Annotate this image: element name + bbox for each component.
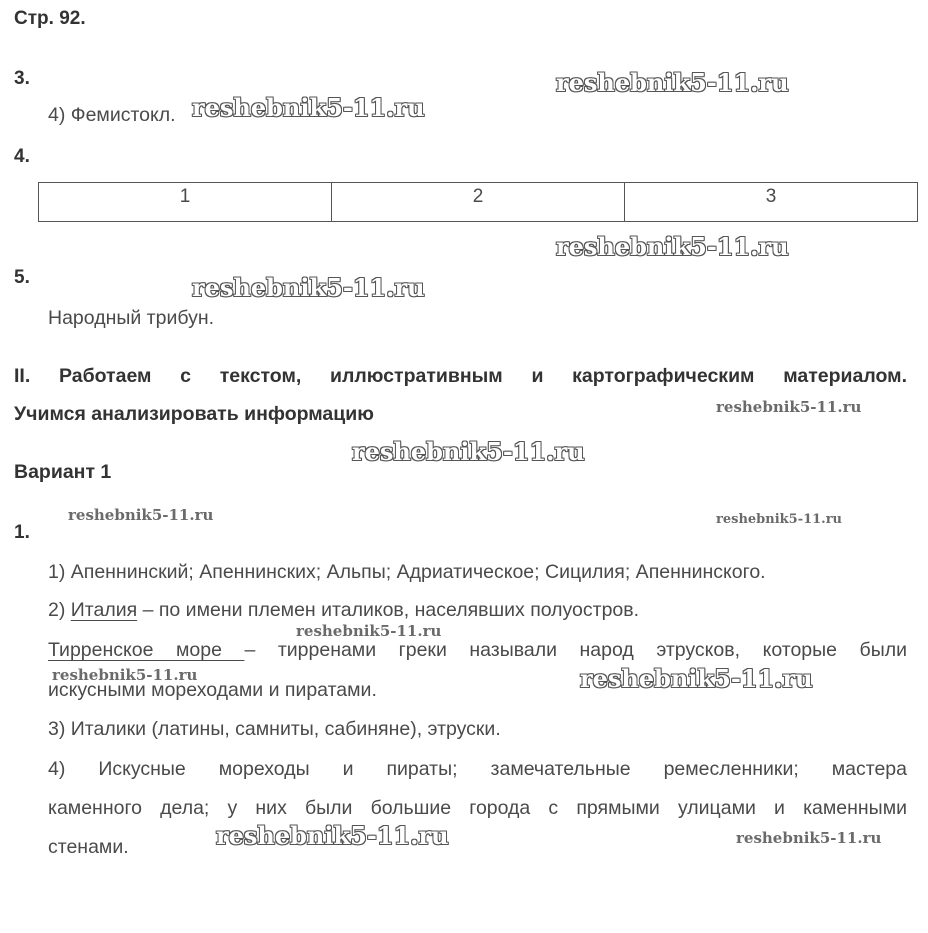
tyrrhen-line2: искусными мореходами и пиратами. <box>48 679 377 701</box>
watermark: reshebnik5-11.ru <box>192 93 425 122</box>
watermark: reshebnik5-11.ru <box>192 273 425 302</box>
item-4-line1: 4) Искусные мореходы и пираты; замечательные ремесленники; мастера <box>48 758 907 780</box>
watermark: reshebnik5-11.ru <box>68 506 214 524</box>
page-label: Стр. 92. <box>14 8 86 29</box>
task-1-number: 1. <box>14 522 30 543</box>
item-3: 3) Италики (латины, самниты, сабиняне), этруски. <box>48 718 501 740</box>
variant-label: Вариант 1 <box>14 461 112 483</box>
task-4-number: 4. <box>14 146 30 167</box>
item-1: 1) Апеннинский; Апеннинских; Альпы; Адриатическое; Сицилия; Апеннинского. <box>48 561 766 583</box>
table-cell: 1 <box>39 183 332 222</box>
item-2-rest: – по имени племен италиков, населявших полуостров. <box>137 599 640 621</box>
section-heading-line2: Учимся анализировать информацию <box>14 403 374 425</box>
watermark: reshebnik5-11.ru <box>556 232 789 261</box>
watermark: reshebnik5-11.ru <box>716 398 862 416</box>
task-3-answer: 4) Фемистокл. <box>48 104 176 126</box>
table-cell: 3 <box>625 183 918 222</box>
watermark: reshebnik5-11.ru <box>216 821 449 850</box>
watermark: reshebnik5-11.ru <box>352 437 585 466</box>
term-tyrrhen: Тирренское море <box>48 639 245 661</box>
table-row <box>39 183 918 222</box>
item-2-prefix: 2) <box>48 599 71 621</box>
watermark: reshebnik5-11.ru <box>52 666 198 684</box>
watermark: reshebnik5-11.ru <box>716 512 843 527</box>
watermark: reshebnik5-11.ru <box>556 68 789 97</box>
section-heading-line1: II. Работаем с текстом, иллюстративным и картографическим материалом. <box>14 365 907 387</box>
task-4-table <box>38 182 918 222</box>
task-5-number: 5. <box>14 267 30 288</box>
tyrrhen-line1 <box>48 639 907 662</box>
task-3-number: 3. <box>14 68 30 89</box>
watermark: reshebnik5-11.ru <box>296 622 442 640</box>
table-cell: 2 <box>332 183 625 222</box>
item-4-line2: каменного дела; у них были большие города с прямыми улицами и каменными <box>48 797 907 819</box>
term-italia: Италия <box>70 599 138 621</box>
watermark: reshebnik5-11.ru <box>580 664 813 693</box>
watermark: reshebnik5-11.ru <box>736 829 882 847</box>
tyrrhen-rest: – тирренами греки называли народ этрусков, которые были <box>244 639 907 661</box>
item-4-line3: стенами. <box>48 836 129 858</box>
item-2 <box>48 599 639 622</box>
task-5-answer: Народный трибун. <box>48 307 215 329</box>
